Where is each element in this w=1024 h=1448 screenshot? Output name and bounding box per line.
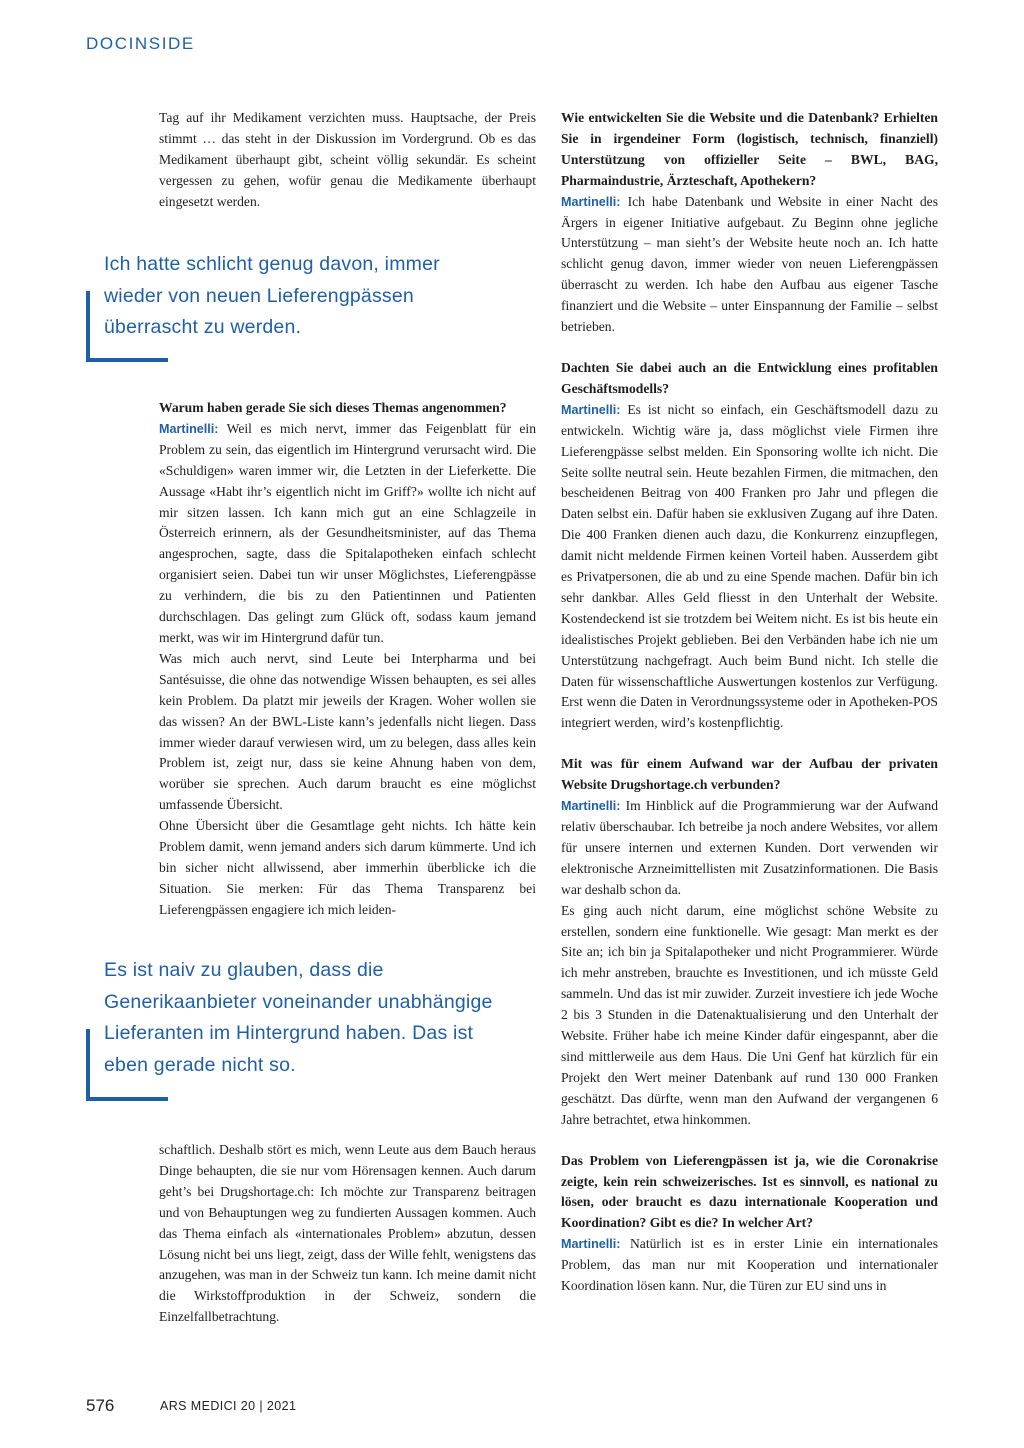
answer-text: Es ist nicht so einfach, ein Geschäftsmodell dazu zu entwickeln. Wichtig wäre ja, dass möglichst viele Firmen ihre Lieferengpässe selbst melden. Ein Sponsoring wollte ich nicht. Die Seite sollte neutral sein. Heute bezahlen Firmen, die mitmachen, den bescheidenen Beitrag von 400 Franken pro Jahr und pflegen die Daten selbst ein. Dafür haben sie exklusiven Zugang auf ihre Daten. Die 400 Franken dienen auch dazu, die Konkurrenz einzupflegen, damit nicht meldende Firmen keinen Vorteil haben. Ausserdem gibt es Privatpersonen, die ab und zu eine Spende machen. Dafür bin ich sehr dankbar. Alles Geld fliesst in den Unterhalt der Website. Kostendeckend ist sie trotzdem bei Weitem nicht. Es ist bis heute ein idealistisches Projekt geblieben. Bei den Verbänden habe ich nie um Unterstützung nachgefragt. Auch beim Bund nicht. Ich stelle die Daten für wissenschaftliche Auswertungen kostenlos zur Verfügung. Erst wenn die Daten in Verordnungssysteme oder in Apotheken-POS integriert werden, wird’s kostenpflichtig.: [561, 401, 938, 731]
pull-quote-bracket: [86, 1029, 168, 1101]
speaker-label: Martinelli:: [561, 194, 621, 209]
page-number: 576: [86, 1396, 115, 1415]
interview-answer: [561, 796, 938, 901]
pull-quote-line: eben gerade nicht so.: [104, 1053, 296, 1076]
section-label: DOCINSIDE: [86, 34, 195, 53]
interview-answer: [561, 192, 938, 338]
paragraph: Ohne Übersicht über die Gesamtlage geht nichts. Ich hätte kein Problem damit, wenn jemand anders sich darum kümmerte. Und ich bin sicher nicht allwissend, aber immerhin überblicke ich die Situation. Sie merken: Für das Thema Transparenz bei Lieferengpässen engagiere ich mich leiden-: [159, 818, 536, 917]
interview-answer: [561, 1234, 938, 1297]
answer-text: Ich habe Datenbank und Website in einer Nacht des Ärgers in eigener Initiative aufgebaut. Zu Beginn ohne jegliche Unterstützung – man sieht’s der Website heute noch an. Ich hatte schlicht genug davon, immer wieder von neuen Lieferengpässen überrascht zu werden. Ich habe den Aufbau aus eigener Tasche finanziert und die Website – unter Einspannung der Familie – selbst betrieben.: [561, 193, 938, 335]
answer-text: Natürlich ist es in erster Linie ein internationales Problem, das man nur mit Kooperation und internationaler Koordination lösen kann. Nur, die Türen zur EU sind uns in: [561, 1236, 938, 1294]
speaker-label: Martinelli:: [561, 402, 621, 417]
pull-quote-bracket: [86, 291, 168, 362]
pull-quote-line: Es ist naiv zu glauben, dass die: [104, 959, 384, 981]
interview-question: Dachten Sie dabei auch an die Entwicklung eines profitablen Geschäftsmodells?: [561, 359, 938, 396]
paragraph: Tag auf ihr Medikament verzichten muss. Hauptsache, der Preis stimmt … das steht in der Diskussion im Vordergrund. Ob es das Medikament überhaupt gibt, scheint völlig sekundär. Es scheint vergessen zu gehen, wofür genau die Medikamente überhaupt eingesetzt werden.: [159, 110, 536, 209]
interview-question: Wie entwickelten Sie die Website und die Datenbank? Erhielten Sie in irgendeiner Form (logistisch, technisch, finanziell) Unterstützung von offizieller Seite – BWL, BAG, Pharmaindustrie, Ärzteschaft, Apothekern?: [561, 110, 938, 188]
paragraph: schaftlich. Deshalb stört es mich, wenn Leute aus dem Bauch heraus Dinge behaupten, die sie nur vom Hörensagen kennen. Auch darum geht’s bei Drugshortage.ch: Ich möchte zur Transparenz beitragen und von Behauptungen weg zu fundierten Aussagen kommen. Auch das Thema einfach als «internationales Problem» abzutun, dessen Lösung nicht bei uns liegt, zeigt, dass der Wille fehlt, wenigstens das anzugehen, was man in der Schweiz tun kann. Ich meine damit nicht die Wirkstoffproduktion in der Schweiz, sondern die Einzelfallbetrachtung.: [159, 1142, 536, 1325]
paragraph: Es ging auch nicht darum, eine möglichst schöne Website zu erstellen, sondern eine funktionelle. Wie gesagt: Man merkt es der Site an; ich bin ja Spitalapotheker und nicht Programmierer. Würde ich mehr anstreben, brauchte es Investitionen, und ich müsste Geld sammeln. Und das ist mir zuwider. Zurzeit investiere ich jede Woche 2 bis 3 Stunden in die Datenaktualisierung und den Unterhalt der Website. Früher habe ich meine Kinder dafür eingespannt, aber die sind mittlerweile aus dem Haus. Die Uni Genf hat kürzlich für ein Projekt den Wert meiner Datenbank auf rund 130 000 Franken geschätzt. Das dürfte, wenn man den Aufwand der vergangenen 6 Jahre betrachtet, etwa hinkommen.: [561, 902, 938, 1127]
interview-question: Warum haben gerade Sie sich dieses Themas angenommen?: [159, 400, 507, 415]
pull-quote-line: wieder von neuen Lieferengpässen: [104, 284, 414, 307]
right-column: [561, 108, 938, 1297]
pull-quote-line: Generikaanbieter voneinander unabhängige: [104, 990, 493, 1013]
answer-text: Weil es mich nervt, immer das Feigenblatt für ein Problem zu sein, das eigentlich im Hintergrund verursacht wird. Die «Schuldigen» waren immer wir, die Letzten in der Lieferkette. Die Aussage «Habt ihr’s eigentlich nicht im Griff?» wollte ich nicht auf mir sitzen lassen. Ich kann mich gut an eine Schlagzeile in Österreich erinnern, als der Gesundheitsminister, auf das Thema angesprochen, sagte, dass die Spitalapotheken einfach schlecht organisiert seien. Dabei tun wir unser Möglichstes, Lieferengpässe zu verhindern, die bis zu den Patientinnen und Patienten durchschlagen. Das gelingt zum Glück oft, sodass kaum jemand merkt, was wir im Hintergrund dafür tun.: [159, 420, 537, 645]
interview-question: Das Problem von Lieferengpässen ist ja, wie die Coronakrise zeigte, kein rein schweizerisches. Ist es sinnvoll, es national zu lösen, oder braucht es dazu internationale Kooperation und Koordination? Gibt es die? In welcher Art?: [561, 1152, 938, 1231]
journal-name: ARS MEDICI 20 | 2021: [160, 1399, 297, 1413]
answer-text: Im Hinblick auf die Programmierung war der Aufwand relativ überschaubar. Ich betreibe ja noch andere Websites, vor allem für unsere internen und externen Kunden. Dort verwenden wir elektronische Arzneimittellisten mit Zusatzinformationen. Die Basis war deshalb schon da.: [561, 798, 938, 897]
left-column-block-3: [159, 1140, 536, 1328]
left-column-block-2: [159, 398, 536, 921]
left-column-block-1: [159, 108, 536, 213]
speaker-label: Martinelli:: [561, 799, 621, 814]
interview-answer: [159, 419, 536, 649]
interview-question: Mit was für einem Aufwand war der Aufbau der privaten Website Drugshortage.ch verbunden?: [561, 756, 938, 793]
speaker-label: Martinelli:: [159, 421, 219, 436]
pull-quote-line: Lieferanten im Hintergrund haben. Das ist: [104, 1022, 474, 1044]
interview-answer: [561, 400, 938, 735]
speaker-label: Martinelli:: [561, 1237, 621, 1252]
pull-quote-line: überrascht zu werden.: [104, 316, 302, 338]
pull-quote-line: Ich hatte schlicht genug davon, immer: [104, 253, 440, 275]
paragraph: Was mich auch nervt, sind Leute bei Interpharma und bei Santésuisse, die ohne das notwendige Wissen behaupten, es sei alles kein Problem. Da platzt mir jeweils der Kragen. Woher wollen sie das wissen? An der BWL-Liste kann’s jedenfalls nicht liegen. Dass immer wieder darauf verwiesen wird, um zu belegen, dass alles kein Problem ist, zeigt nur, dass sie keine Ahnung haben von dem, worüber sie sprechen. Auch darum braucht es eine möglichst umfassende Übersicht.: [159, 650, 536, 813]
